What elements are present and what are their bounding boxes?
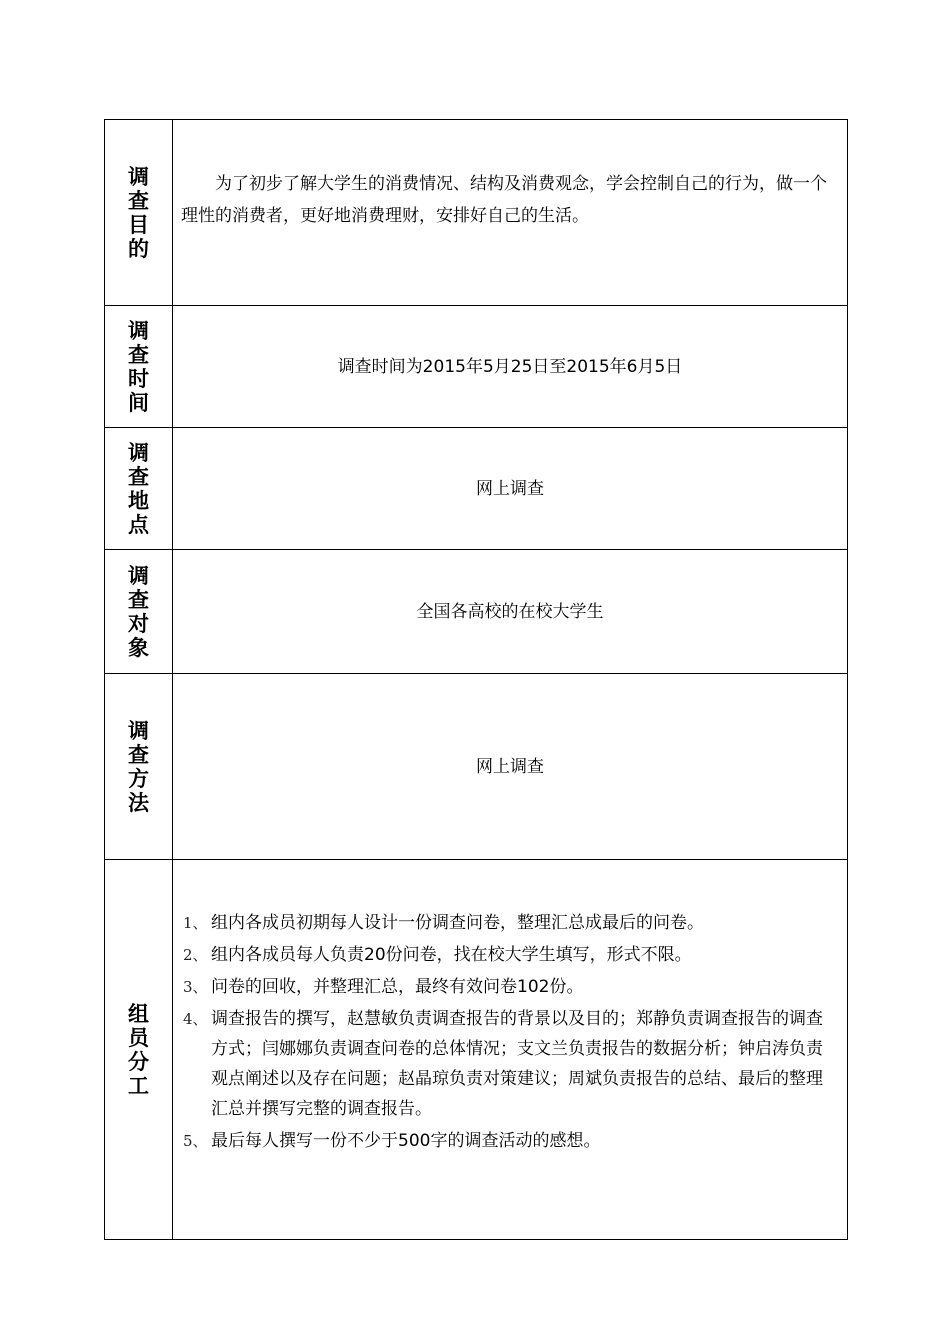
content-cell-division [173, 860, 848, 1240]
list-item [183, 972, 837, 1002]
method-text: 网上调查 [476, 756, 544, 777]
row-location [105, 428, 848, 550]
list-item-text: 问卷的回收，并整理汇总，最终有效问卷102份。 [211, 977, 584, 997]
label-cell-purpose [105, 120, 173, 306]
row-label: 调查方法 [128, 718, 149, 815]
list-item [183, 908, 837, 938]
row-label: 调查时间 [128, 318, 149, 415]
content-cell-time [173, 306, 848, 428]
list-item [183, 940, 837, 970]
row-method [105, 674, 848, 860]
row-division [105, 860, 848, 1240]
row-purpose [105, 120, 848, 306]
row-label: 调查对象 [128, 563, 149, 660]
purpose-text: 为了初步了解大学生的消费情况、结构及消费观念，学会控制自己的行为，做一个理性的消费者，更好地消费理财，安排好自己的生活。 [181, 174, 827, 226]
label-cell-method [105, 674, 173, 860]
content-cell-subjects [173, 550, 848, 674]
row-label: 调查地点 [128, 440, 149, 537]
task-list [173, 908, 847, 1156]
content-cell-method [173, 674, 848, 860]
subjects-text: 全国各高校的在校大学生 [416, 601, 604, 622]
list-item-text: 组内各成员每人负责20份问卷，找在校大学生填写，形式不限。 [211, 945, 692, 965]
list-item-number: 2、 [183, 946, 208, 964]
time-text: 调查时间为2015年5月25日至2015年6月5日 [337, 356, 683, 377]
label-cell-time [105, 306, 173, 428]
location-text: 网上调查 [476, 478, 544, 499]
list-item-number: 4、 [183, 1010, 208, 1028]
list-item-text: 组内各成员初期每人设计一份调查问卷，整理汇总成最后的问卷。 [211, 913, 704, 933]
content-cell-location [173, 428, 848, 550]
row-subjects [105, 550, 848, 674]
row-label: 组员分工 [128, 1001, 149, 1098]
list-item [183, 1126, 837, 1156]
list-item-number: 3、 [183, 978, 208, 996]
label-cell-subjects [105, 550, 173, 674]
content-cell-purpose [173, 120, 848, 306]
list-item-number: 1、 [183, 914, 208, 932]
row-time [105, 306, 848, 428]
label-cell-location [105, 428, 173, 550]
label-cell-division [105, 860, 173, 1240]
list-item-number: 5、 [183, 1132, 208, 1150]
list-item [183, 1004, 837, 1124]
survey-plan-table [104, 119, 848, 1240]
list-item-text: 调查报告的撰写，赵慧敏负责调查报告的背景以及目的；郑静负责调查报告的调查方式；闫娜娜负责调查问卷的总体情况；支文兰负责报告的数据分析；钟启涛负责观点阐述以及存在问题；赵晶琼负责对策建议；周斌负责报告的总结、最后的整理汇总并撰写完整的调查报告。 [211, 1009, 823, 1119]
list-item-text: 最后每人撰写一份不少于500字的调查活动的感想。 [211, 1131, 601, 1151]
row-label: 调查目的 [128, 164, 149, 261]
